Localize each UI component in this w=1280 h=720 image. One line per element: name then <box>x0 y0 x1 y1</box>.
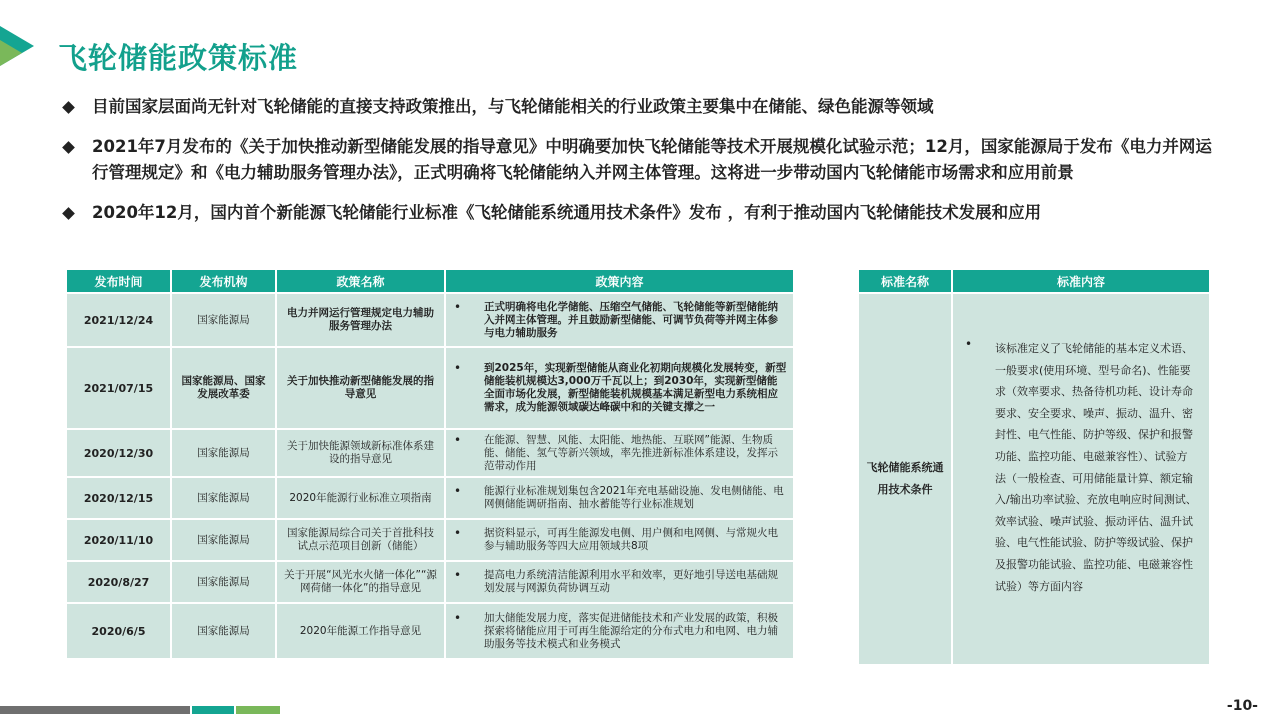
bullet-text: 目前国家层面尚无针对飞轮储能的直接支持政策推出，与飞轮储能相关的行业政策主要集中在储能、绿色能源等领域 <box>92 97 934 116</box>
bullet-dot: • <box>454 361 462 375</box>
cell-date: 2020/8/27 <box>67 562 170 602</box>
corner-triangle-icon <box>0 26 34 66</box>
table-row <box>67 294 793 346</box>
cell-name: 关于加快能源领域新标准体系建设的指导意见 <box>277 430 444 476</box>
cell-org: 国家能源局 <box>172 520 275 560</box>
bullet-item <box>62 94 1222 120</box>
bullet-item <box>62 200 1222 226</box>
cell-date: 2020/11/10 <box>67 520 170 560</box>
cell-std-content <box>953 294 1209 664</box>
cell-name: 国家能源局综合司关于首批科技试点示范项目创新（储能） <box>277 520 444 560</box>
header-content: 政策内容 <box>446 270 793 292</box>
cell-org: 国家能源局 <box>172 604 275 658</box>
header-std-content: 标准内容 <box>953 270 1209 292</box>
bullet-dot: • <box>454 526 462 540</box>
bullet-dot: • <box>454 299 462 314</box>
content-text: 据资料显示，可再生能源发电侧、用户侧和电网侧、与常规火电参与辅助服务等四大应用领域共8项 <box>484 527 778 552</box>
diamond-bullet-icon <box>62 101 75 114</box>
content-text: 能源行业标准规划集包含2021年充电基础设施、发电侧储能、电网侧储能调研指南、抽水蓄能等行业标准规划 <box>484 485 784 510</box>
header-std-name: 标准名称 <box>859 270 951 292</box>
cell-date: 2021/12/24 <box>67 294 170 346</box>
cell-std-name: 飞轮储能系统通用技术条件 <box>859 294 951 664</box>
table-row <box>67 478 793 518</box>
bullet-dot: • <box>454 610 462 625</box>
cell-date: 2020/6/5 <box>67 604 170 658</box>
bullet-text: 2021年7月发布的《关于加快推动新型储能发展的指导意见》中明确要加快飞轮储能等技术开展规模化试验示范；12月，国家能源局于发布《电力并网运行管理规定》和《电力辅助服务管理办法》，正式明确将飞轮储能纳入并网主体管理。这将进一步带动国内飞轮储能市场需求和应用前景 <box>92 137 1212 182</box>
cell-org: 国家能源局 <box>172 562 275 602</box>
cell-content <box>446 348 793 428</box>
cell-org: 国家能源局、国家发展改革委 <box>172 348 275 428</box>
cell-name: 关于加快推动新型储能发展的指导意见 <box>277 348 444 428</box>
table-row <box>859 294 1209 664</box>
page-title: 飞轮储能政策标准 <box>58 41 299 75</box>
standard-table <box>857 268 1211 666</box>
header-date: 发布时间 <box>67 270 170 292</box>
table-row <box>67 520 793 560</box>
cell-name: 电力并网运行管理规定电力辅助服务管理办法 <box>277 294 444 346</box>
cell-org: 国家能源局 <box>172 478 275 518</box>
footer-color-bar <box>0 706 282 714</box>
page-number: -10- <box>1226 698 1258 714</box>
std-content-text: 该标准定义了飞轮储能的基本定义术语、一般要求(使用环境、型号命名)、性能要求（效率要求、热备待机功耗、设计寿命要求、安全要求、噪声、振动、温升、密封性、电气性能、防护等级、保护和报警功能、监控功能、电磁兼容性）、试验方法（一般检查、可用储能量计算、额定输入/输出功率试验、充放电响应时间测试、效率试验、噪声试验、振动评估、温升试验、电气性能试验、防护等级试验、保护及报警功能试验、监控功能、电磁兼容性试验）等方面内容 <box>995 342 1197 593</box>
content-text: 到2025年，实现新型储能从商业化初期向规模化发展转变，新型储能装机规模达3,000万千瓦以上；到2030年，实现新型储能全面市场化发展，新型储能装机规模基本满足新型电力系统相应需求，成为能源领域碳达峰碳中和的关键支撑之一 <box>484 362 787 413</box>
bullet-dot: • <box>965 337 973 351</box>
bullet-text: 2020年12月，国内首个新能源飞轮储能行业标准《飞轮储能系统通用技术条件》发布 ，有利于推动国内飞轮储能技术发展和应用 <box>92 203 1042 222</box>
cell-name: 2020年能源工作指导意见 <box>277 604 444 658</box>
diamond-bullet-icon <box>62 207 75 220</box>
cell-date: 2021/07/15 <box>67 348 170 428</box>
policy-table <box>65 268 795 660</box>
diamond-bullet-icon <box>62 141 75 154</box>
table-row <box>67 562 793 602</box>
bullet-item <box>62 134 1222 186</box>
bullet-dot: • <box>454 568 462 582</box>
cell-org: 国家能源局 <box>172 294 275 346</box>
cell-content <box>446 562 793 602</box>
table-row <box>67 348 793 428</box>
bullet-list <box>62 94 1222 240</box>
content-text: 正式明确将电化学储能、压缩空气储能、飞轮储能等新型储能纳入并网主体管理。并且鼓励新型储能、可调节负荷等并网主体参与电力辅助服务 <box>484 300 778 339</box>
cell-content <box>446 604 793 658</box>
cell-content <box>446 294 793 346</box>
cell-content <box>446 520 793 560</box>
table-row <box>67 430 793 476</box>
cell-name: 关于开展“风光水火储一体化”“源网荷储一体化”的指导意见 <box>277 562 444 602</box>
content-text: 提高电力系统清洁能源利用水平和效率，更好地引导送电基础规划发展与网源负荷协调互动 <box>484 569 778 594</box>
bullet-dot: • <box>454 432 462 447</box>
table-row <box>67 604 793 658</box>
bullet-dot: • <box>454 484 462 498</box>
cell-org: 国家能源局 <box>172 430 275 476</box>
cell-content <box>446 478 793 518</box>
cell-name: 2020年能源行业标准立项指南 <box>277 478 444 518</box>
header-org: 发布机构 <box>172 270 275 292</box>
table-header-row <box>67 270 793 292</box>
content-text: 加大储能发展力度，落实促进储能技术和产业发展的政策，积极探索将储能应用于可再生能源给定的分布式电力和电网、电力辅助服务等技术模式和业务模式 <box>484 611 778 650</box>
cell-date: 2020/12/15 <box>67 478 170 518</box>
table-header-row <box>859 270 1209 292</box>
header-name: 政策名称 <box>277 270 444 292</box>
cell-date: 2020/12/30 <box>67 430 170 476</box>
content-text: 在能源、智慧、风能、太阳能、地热能、互联网”能源、生物质能、储能、氢气等新兴领域，率先推进新标准体系建设，发挥示范带动作用 <box>484 433 778 472</box>
cell-content <box>446 430 793 476</box>
